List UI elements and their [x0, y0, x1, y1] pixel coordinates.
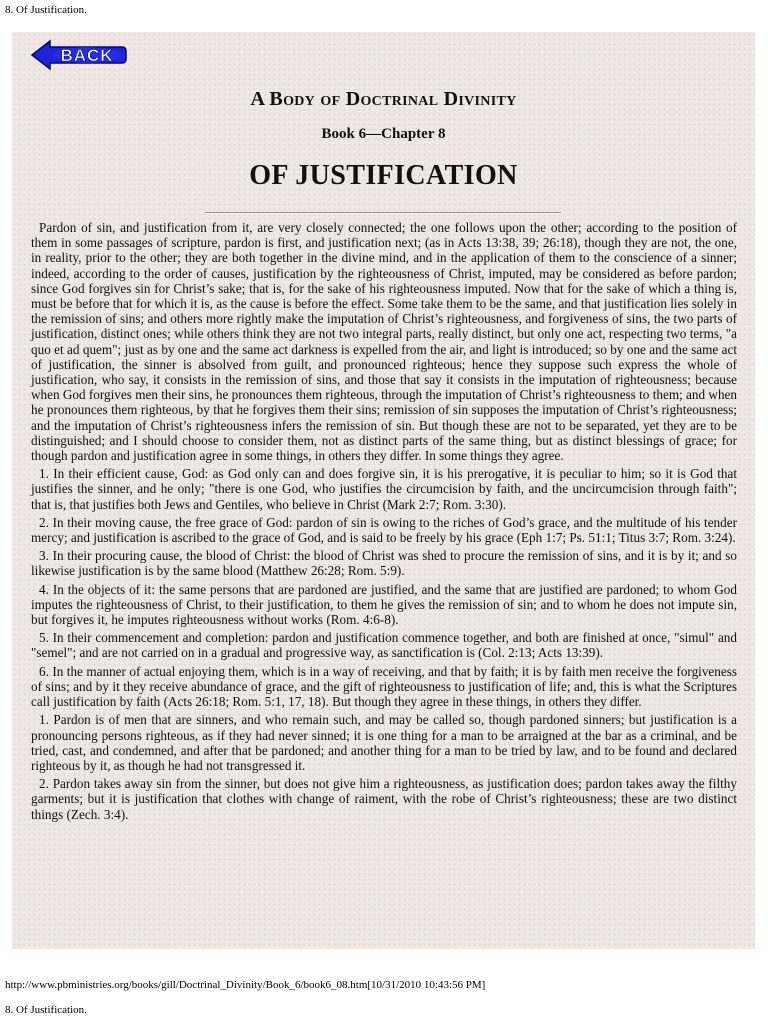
title-divider — [205, 212, 561, 214]
paragraph-agree-3: 3. In their procuring cause, the blood of Christ: the blood of Christ was shed to procure the remission of sins, and it is by it; and so likewise justification is by the same blood (Matthew 26:28; Rom. 5:9). — [31, 548, 737, 579]
paragraph-agree-6: 6. In the manner of actual enjoying them, which is in a way of receiving, and that by faith; it is by faith men receive the forgiveness of sins; and by it they receive abundance of grace, and the gift of righteousness to justification of life; and, this is what the Scriptures call justification by faith (Acts 26:18; Rom. 5:1, 17, 18). But though they agree in these things, in others they differ. — [31, 663, 737, 710]
paragraph-agree-2: 2. In their moving cause, the free grace of God: pardon of sin is owing to the riches of God’s grace, and the multitude of his tender mercy; and justification is ascribed to the grace of God, and is said to be freely by his grace (Eph 1:7; Ps. 51:1; Titus 3:7; Rom. 3:24). — [31, 514, 737, 546]
page-frame — [12, 32, 755, 949]
chapter-label: Book 6—Chapter 8 — [321, 126, 446, 142]
paragraph-agree-4: 4. In the objects of it: the same persons that are pardoned are justified, and the same that are justified are pardoned; to whom God imputes the righteousness of Christ, to their justification, to them he gives the remission of sin; and to whom he does not impute sin, but forgives it, he imputes righteousness without works (Rom. 4:6-8). — [31, 581, 737, 628]
back-button[interactable] — [30, 37, 128, 73]
paragraph-agree-5: 5. In their commencement and completion: pardon and justification commence together, and both are finished at once, "simul" and "semel"; and are not carried on in a gradual and progressive way, as sanctification is (Col. 2:13; Acts 13:39). — [31, 630, 737, 661]
paragraph-intro: Pardon of sin, and justification from it, are very closely connected; the one follows upon the other; according to the position of them in some passages of scripture, pardon is first, and justification next; (as in Acts 13:38, 39; 26:18), though they are not, the one, in reality, prior to the other; they are both together in the divine mind, and in the application of them to the conscience of a sinner; indeed, according to the order of causes, justification by the righteousness of Christ, imputed, may be considered as before pardon; since God forgives sin for Christ’s sake; that is, for the sake of his righteousness imputed. Now that for the sake of which a thing is, must be before that for which it is, as the cause is before the effect. Some take them to be the same, and that justification lies solely in the remission of sins; and others more rightly make the imputation of Christ’s righteousness, and forgiveness of sins, the two parts of justification, distinct ones; while others think they are not two integral parts, really distinct, but only one act, respecting two terms, "a quo et ad quem"; just as by one and the same act darkness is expelled from the air, and light is introduced; so by one and the same act of justification, the sinner is absolved from guilt, and pronounced righteous; hence they suppose such express the whole of justification, who say, it consists in the remission of sins, and those that say it consists in the imputation of righteousness; because when God forgives men their sins, he pronounces them righteous, through the imputation of Christ’s righteousness to them; and when he pronounces them righteous, by that he forgives them their sins; remission of sin supposes the imputation of Christ’s righteousness; and the imputation of Christ’s righteousness infers the remission of sin. But though these are not to be separated, yet they are to be distinguished; and I should choose to consider them, not as distinct parts of the same thing, but as distinct blessings of grace; for though pardon and justification agree in some things, in others they differ. In some things they agree. — [31, 220, 737, 464]
paragraph-agree-1: 1. In their efficient cause, God: as God only can and does forgive sin, it is his prerogative, it is peculiar to him; so it is God that justifies the sinner, and he only; "there is one God, who justifies the circumcision by faith, and the uncircumcision through faith"; that is, that justifies both Jews and Gentiles, who believe in Christ (Mark 2:7; Rom. 3:30). — [31, 466, 737, 512]
book-title: A Body of Doctrinal Divinity — [250, 88, 517, 110]
print-footer-url: http://www.pbministries.org/books/gill/Doctrinal_Divinity/Book_6/book6_08.htm[10/31/2010 10:43:56 PM] — [5, 979, 486, 991]
print-footer-title: 8. Of Justification. — [5, 1004, 87, 1016]
chapter-title: OF JUSTIFICATION — [249, 160, 518, 191]
back-button-label: BACK — [60, 46, 114, 65]
back-arrow-icon — [30, 37, 128, 73]
paragraph-differ-1: 1. Pardon is of men that are sinners, and who remain such, and may be called so, though pardoned sinners; but justification is a pronouncing persons righteous, as if they had never sinned; it is one thing for a man to be arraigned at the bar as a criminal, and be tried, cast, and condemned, and after that be pardoned; and another thing for a man to be tried by law, and to be found and declared righteous by it, as though he had not transgressed it. — [31, 712, 737, 773]
print-header-title: 8. Of Justification. — [5, 4, 87, 16]
chapter-body — [31, 220, 737, 825]
paragraph-differ-2: 2. Pardon takes away sin from the sinner, but does not give him a righteousness, as justification does; pardon takes away the filthy garments; but it is justification that clothes with change of raiment, with the robe of Christ’s righteousness; these are two distinct things (Zech. 3:4). — [31, 776, 737, 822]
